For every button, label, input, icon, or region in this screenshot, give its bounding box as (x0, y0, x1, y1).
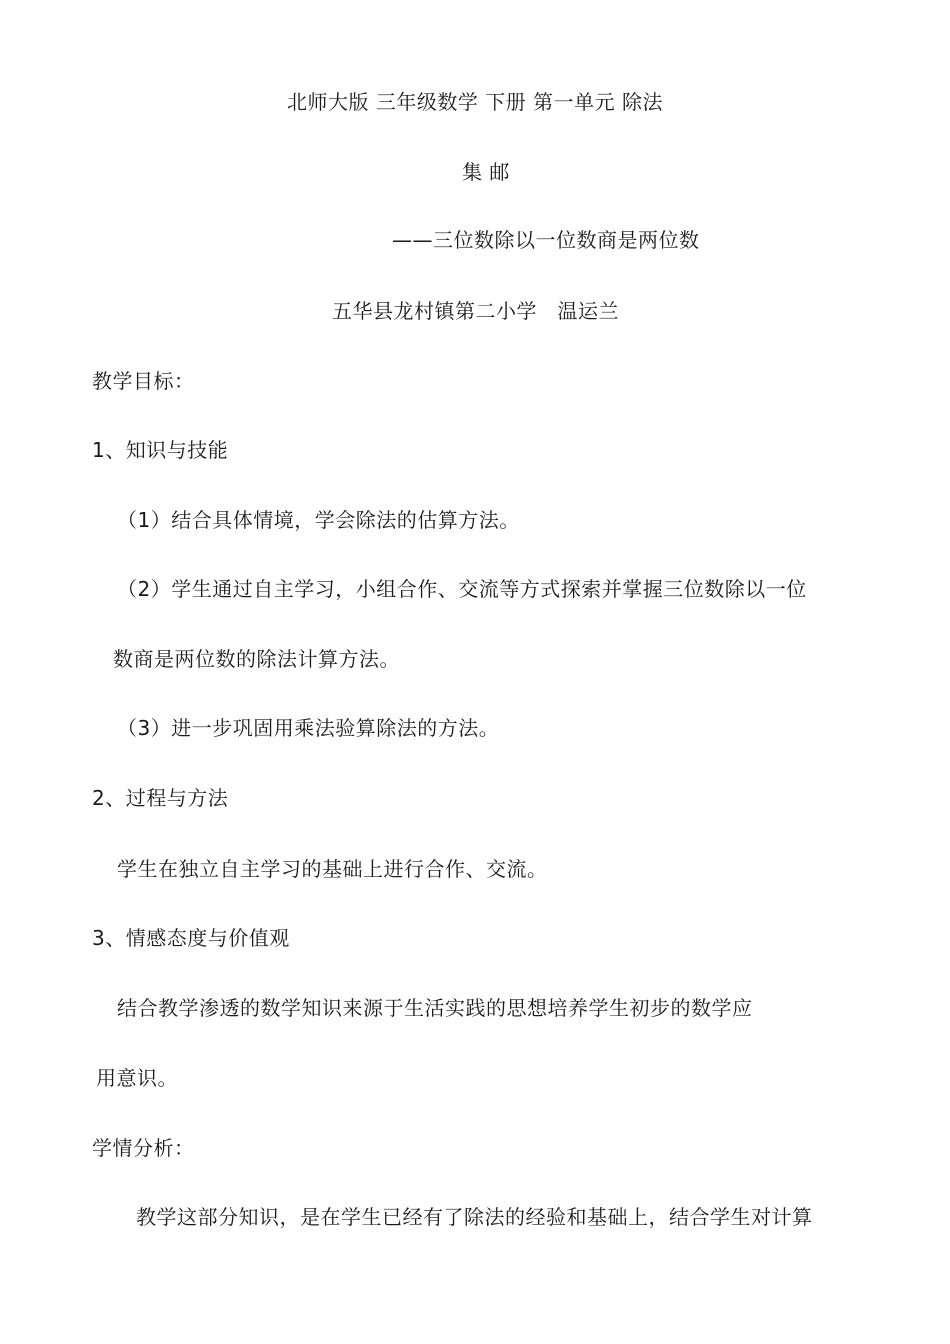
objective-heading-attitude: 3、情感态度与价值观 (92, 926, 290, 950)
attitude-text-line1: 结合教学渗透的数学知识来源于生活实践的思想培养学生初步的数学应 (117, 996, 753, 1020)
section-heading-objectives: 教学目标： (92, 369, 195, 393)
objective-item-3: （3）进一步巩固用乘法验算除法的方法。 (117, 716, 500, 740)
document-title: 集 邮 (462, 160, 510, 184)
document-author: 五华县龙村镇第二小学 温运兰 (332, 299, 619, 323)
attitude-text-line2: 用意识。 (96, 1066, 178, 1090)
document-header: 北师大版 三年级数学 下册 第一单元 除法 (287, 90, 663, 114)
analysis-text-line1: 教学这部分知识，是在学生已经有了除法的经验和基础上，结合学生对计算 (136, 1205, 813, 1229)
objective-item-2-line2: 数商是两位数的除法计算方法。 (113, 647, 400, 671)
process-text: 学生在独立自主学习的基础上进行合作、交流。 (117, 857, 548, 881)
document-subtitle: ——三位数除以一位数商是两位数 (392, 228, 700, 252)
section-heading-analysis: 学情分析： (92, 1136, 195, 1160)
objective-heading-knowledge: 1、知识与技能 (92, 438, 229, 462)
objective-item-2-line1: （2）学生通过自主学习，小组合作、交流等方式探索并掌握三位数除以一位 (117, 577, 807, 601)
objective-heading-process: 2、过程与方法 (92, 786, 229, 810)
objective-item-1: （1）结合具体情境，学会除法的估算方法。 (117, 508, 520, 532)
